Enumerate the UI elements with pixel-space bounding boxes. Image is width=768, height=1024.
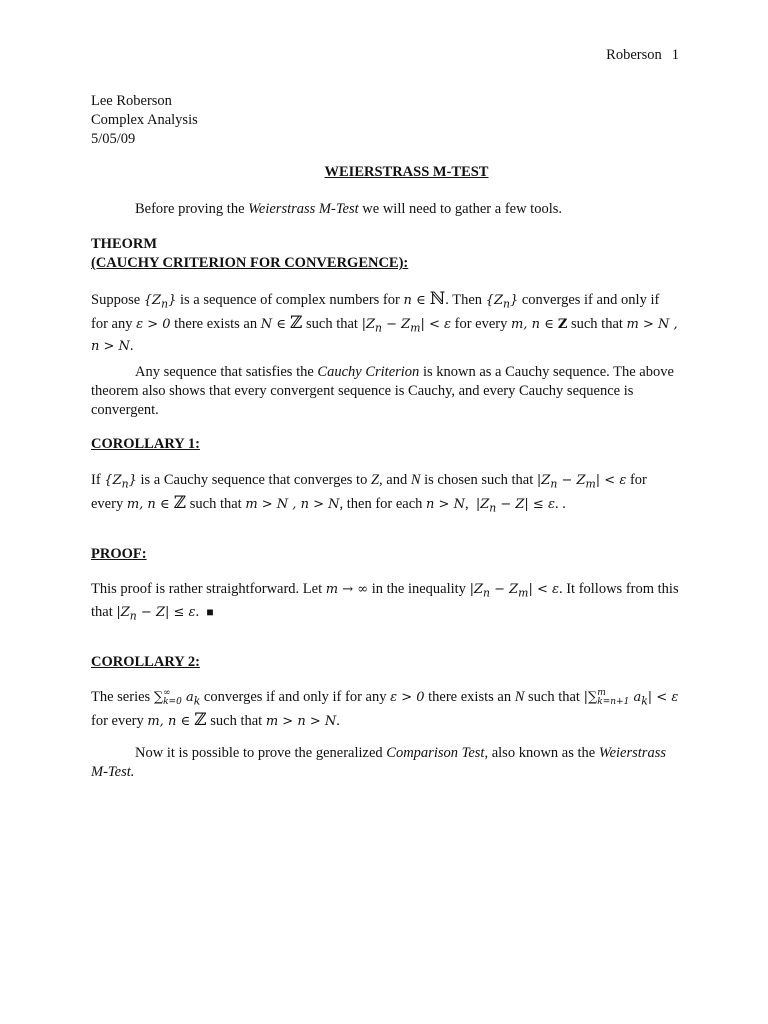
math-part: m, n ∈ bbox=[147, 713, 195, 729]
intro-emphasis: Weierstrass M-Test bbox=[248, 201, 359, 217]
text: . . bbox=[554, 495, 566, 512]
text: such that bbox=[524, 689, 584, 705]
math-sub: k bbox=[641, 694, 648, 708]
text: such that bbox=[302, 315, 362, 332]
math-part: − Z bbox=[557, 473, 586, 488]
text: , bbox=[464, 495, 476, 512]
math-sub: n bbox=[121, 477, 129, 491]
math-part: n ∈ bbox=[403, 293, 430, 308]
sum-upper: ∞ bbox=[163, 687, 171, 698]
math-part: − Z| ≤ ε bbox=[496, 496, 555, 512]
page-number: 1 bbox=[671, 47, 679, 63]
math-sub: m bbox=[585, 477, 596, 491]
text: such that bbox=[567, 315, 627, 332]
math bbox=[143, 293, 177, 311]
math-part: {Z bbox=[143, 293, 162, 308]
intro-paragraph bbox=[91, 200, 679, 219]
math-part: a bbox=[633, 690, 642, 705]
text: . bbox=[195, 603, 207, 620]
cauchy-paragraph bbox=[91, 363, 679, 420]
text: . bbox=[336, 712, 340, 729]
math: m → ∞ bbox=[325, 582, 369, 597]
proof-body bbox=[91, 580, 679, 625]
math-sub: n bbox=[550, 477, 558, 491]
text: . bbox=[129, 338, 134, 355]
emphasis: N bbox=[410, 472, 421, 488]
theorem-statement bbox=[91, 290, 679, 356]
text: Now it is possible to prove the generalized bbox=[135, 745, 387, 761]
math-part: | < ε bbox=[595, 473, 627, 488]
math-sub: n bbox=[129, 609, 137, 623]
corollary2-statement bbox=[91, 688, 679, 731]
math-sub: m bbox=[410, 321, 421, 335]
math bbox=[126, 492, 187, 513]
series-expression bbox=[153, 687, 201, 708]
header-author: Roberson bbox=[606, 47, 662, 63]
qed-square-icon: ■ bbox=[206, 604, 214, 619]
math-part: {Z bbox=[485, 293, 503, 308]
closing-paragraph bbox=[91, 744, 679, 782]
math-part: m, n ∈ bbox=[510, 316, 558, 332]
text: If bbox=[91, 472, 105, 488]
text: there exists an bbox=[170, 315, 261, 332]
proof-heading: PROOF: bbox=[91, 546, 147, 562]
math-sub: m bbox=[518, 586, 529, 600]
integers-symbol: Z bbox=[557, 316, 568, 332]
math-part: {Z bbox=[104, 473, 122, 488]
intro-text-a: Before proving the bbox=[135, 201, 249, 217]
weierstrass-emphasis: Weierstrass M-Test. bbox=[91, 745, 666, 780]
math bbox=[469, 582, 559, 600]
math-part: | < ε bbox=[528, 582, 559, 597]
intro-text-b: we will need to gather a few tools. bbox=[358, 201, 563, 217]
math-part: |Z bbox=[536, 473, 551, 488]
text: Suppose bbox=[91, 292, 144, 308]
integers-symbol: ℤ bbox=[194, 709, 207, 730]
math-sub: n bbox=[375, 321, 382, 335]
sum-limits bbox=[597, 689, 629, 707]
sum-lower: k=0 bbox=[163, 696, 182, 707]
text: converges if and only if for any bbox=[91, 292, 660, 332]
math-part: |Z bbox=[361, 316, 376, 332]
math: m > N , n > N bbox=[245, 496, 340, 512]
text: in the inequality bbox=[368, 581, 470, 597]
math bbox=[403, 289, 446, 309]
corollary2-heading: COROLLARY 2: bbox=[91, 654, 200, 670]
text: . It follows from this that bbox=[91, 581, 679, 620]
text: is chosen such that bbox=[420, 472, 537, 488]
text: and bbox=[382, 472, 411, 488]
sum-upper: m bbox=[597, 687, 606, 698]
sum-symbol: ∑ bbox=[153, 690, 164, 705]
math bbox=[147, 709, 207, 730]
math bbox=[485, 293, 519, 311]
math-sub: n bbox=[502, 297, 510, 311]
text: . Then bbox=[445, 292, 486, 308]
text: such that bbox=[186, 495, 246, 512]
text: , then for each bbox=[339, 495, 427, 512]
text: there exists an bbox=[424, 689, 515, 705]
document-date: 5/05/09 bbox=[91, 131, 136, 147]
author-block bbox=[91, 92, 679, 149]
math: ε > 0 bbox=[136, 316, 171, 332]
emphasis: N bbox=[514, 689, 525, 705]
math-part: |Z bbox=[475, 496, 490, 512]
math bbox=[511, 317, 567, 332]
corollary1-statement bbox=[91, 471, 679, 517]
math bbox=[536, 473, 627, 491]
text: is known as a Cauchy sequence. The above theorem also shows that every convergent sequence is Cauchy, and every Cauchy sequence is convergent. bbox=[91, 364, 674, 418]
comparison-test-emphasis: Comparison Test bbox=[386, 745, 485, 761]
math-part: m, n ∈ bbox=[126, 496, 174, 512]
course-name: Complex Analysis bbox=[91, 112, 198, 128]
math: m > N , n > N bbox=[91, 316, 678, 355]
theorem-heading-line1: THEORM bbox=[91, 236, 158, 252]
text: Any sequence that satisfies the bbox=[135, 364, 318, 380]
theorem-heading-line2: (CAUCHY CRITERION FOR CONVERGENCE): bbox=[91, 255, 409, 271]
text: for every bbox=[91, 472, 647, 512]
math bbox=[361, 316, 451, 335]
emphasis: Z, bbox=[370, 472, 383, 488]
sum-symbol: |∑ bbox=[583, 690, 598, 705]
math-part: } bbox=[509, 293, 519, 308]
text: such that bbox=[206, 712, 266, 729]
math bbox=[116, 604, 196, 623]
math-part: |Z bbox=[116, 604, 130, 620]
text: for every bbox=[91, 712, 148, 729]
sum-lower: k=n+1 bbox=[597, 696, 630, 707]
naturals-symbol: ℕ bbox=[429, 289, 446, 309]
math-part: |Z bbox=[469, 582, 483, 597]
math-sub: n bbox=[482, 586, 490, 600]
text: converges if and only if for any bbox=[200, 689, 391, 705]
math-part: − Z bbox=[382, 316, 411, 332]
math: ε > 0 bbox=[390, 690, 425, 705]
integers-symbol: ℤ bbox=[289, 312, 303, 333]
math-part: } bbox=[168, 293, 177, 308]
math-part: } bbox=[128, 473, 137, 488]
math-part: | < ε bbox=[647, 690, 679, 705]
theorem-heading bbox=[91, 235, 679, 273]
text: for every bbox=[451, 315, 511, 332]
math-sub: n bbox=[161, 297, 169, 311]
math-sub: k bbox=[193, 694, 201, 708]
cauchy-emphasis: Cauchy Criterion bbox=[317, 364, 420, 380]
sum-limits bbox=[163, 689, 182, 707]
math-part: | < ε bbox=[420, 316, 451, 332]
math-part: − Z| ≤ ε bbox=[136, 604, 196, 620]
math-sub: n bbox=[489, 501, 497, 515]
math bbox=[475, 496, 555, 515]
corollary1-heading: COROLLARY 1: bbox=[91, 436, 200, 452]
text: is a sequence of complex numbers for bbox=[176, 292, 404, 308]
math-part: a bbox=[185, 690, 194, 705]
math-part: − Z bbox=[489, 582, 519, 597]
text: This proof is rather straightforward. Let bbox=[91, 581, 326, 597]
text: , also known as the bbox=[484, 745, 599, 761]
author-name: Lee Roberson bbox=[91, 93, 172, 109]
partial-sum-expression bbox=[583, 687, 679, 708]
math: n > N bbox=[426, 496, 465, 512]
running-header bbox=[606, 46, 679, 65]
math bbox=[104, 473, 137, 491]
math-part: N ∈ bbox=[260, 316, 290, 332]
math: m > n > N bbox=[265, 713, 337, 729]
document-title: WEIERSTRASS M-TEST bbox=[324, 164, 489, 180]
text: is a Cauchy sequence that converges to bbox=[136, 472, 371, 488]
math bbox=[260, 312, 303, 333]
text: The series bbox=[91, 689, 154, 705]
integers-symbol: ℤ bbox=[173, 492, 187, 513]
